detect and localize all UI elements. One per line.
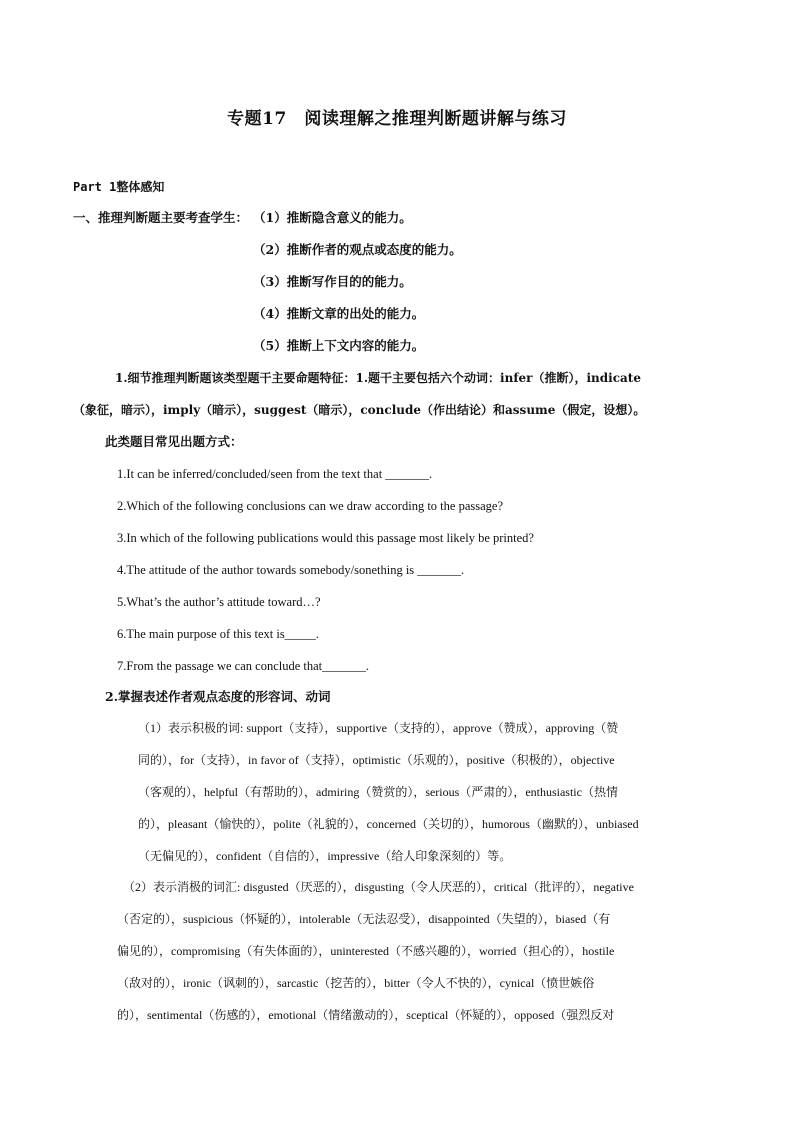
negative-words-line: （否定的），suspicious（怀疑的），intolerable（无法忍受），disappointed（失望的），biased（有: [117, 912, 611, 926]
question-item: 2.Which of the following conclusions can we draw according to the passage?: [117, 499, 503, 513]
ability-item: （2）推断作者的观点或态度的能力。: [253, 242, 462, 257]
point1-line: （象征，暗示），imply（暗示），suggest（暗示），conclude（作出结论）和assume（假定，设想）。: [73, 403, 646, 417]
question-item: 4.The attitude of the author towards somebody/sonething is _______.: [117, 563, 465, 577]
question-item: 3.In which of the following publications would this passage most likely be printed?: [117, 531, 534, 545]
positive-words-line: 的），pleasant（愉快的），polite（礼貌的），concerned（关切的），humorous（幽默的），unbiased: [138, 817, 639, 831]
question-item: 1.It can be inferred/concluded/seen from the text that _______.: [117, 467, 433, 481]
question-intro: 此类题目常见出题方式：: [105, 434, 243, 449]
negative-words-line: 偏见的），compromising（有失体面的），uninterested（不感兴趣的），worried（担心的），hostile: [117, 944, 615, 958]
point2-heading: 2.掌握表述作者观点态度的形容词、动词: [105, 689, 331, 704]
positive-words-line: （无偏见的），confident（自信的），impressive（给人印象深刻的）等。: [138, 849, 512, 863]
question-item: 7.From the passage we can conclude that_______.: [117, 659, 370, 673]
document-title: 专题17 阅读理解之推理判断题讲解与练习: [227, 109, 567, 129]
ability-item: （5）推断上下文内容的能力。: [253, 338, 425, 353]
ability-item: （3）推断写作目的的能力。: [253, 274, 412, 289]
positive-words-line: （客观的），helpful（有帮助的），admiring（赞赏的），serious（严肃的），enthusiastic（热情: [138, 785, 618, 799]
negative-words-line: （2）表示消极的词汇: disgusted（厌恶的），disgusting（令人厌恶的），critical（批评的），negative: [123, 880, 634, 894]
part-heading: Part 1整体感知: [73, 180, 165, 194]
point1-line: 1.细节推理判断题该类型题干主要命题特征：1.题干主要包括六个动词：infer（推断），indicate: [115, 371, 641, 385]
section1-heading: 一、推理判断题主要考查学生：: [73, 210, 249, 225]
negative-words-line: （敌对的），ironic（讽刺的），sarcastic（挖苦的），bitter（令人不快的），cynical（愤世嫉俗: [117, 976, 595, 990]
ability-item: （4）推断文章的出处的能力。: [253, 306, 425, 321]
ability-item: （1）推断隐含意义的能力。: [253, 210, 412, 225]
question-item: 6.The main purpose of this text is_____.: [117, 627, 320, 641]
question-item: 5.What’s the author’s attitude toward…?: [117, 595, 321, 609]
positive-words-line: 同的），for（支持），in favor of（支持），optimistic（乐观的），positive（积极的），objective: [138, 753, 615, 767]
positive-words-line: （1）表示积极的词: support（支持），supportive（支持的），approve（赞成），approving（赞: [138, 721, 619, 735]
negative-words-line: 的），sentimental（伤感的），emotional（情绪激动的），sceptical（怀疑的），opposed（强烈反对: [117, 1008, 615, 1022]
